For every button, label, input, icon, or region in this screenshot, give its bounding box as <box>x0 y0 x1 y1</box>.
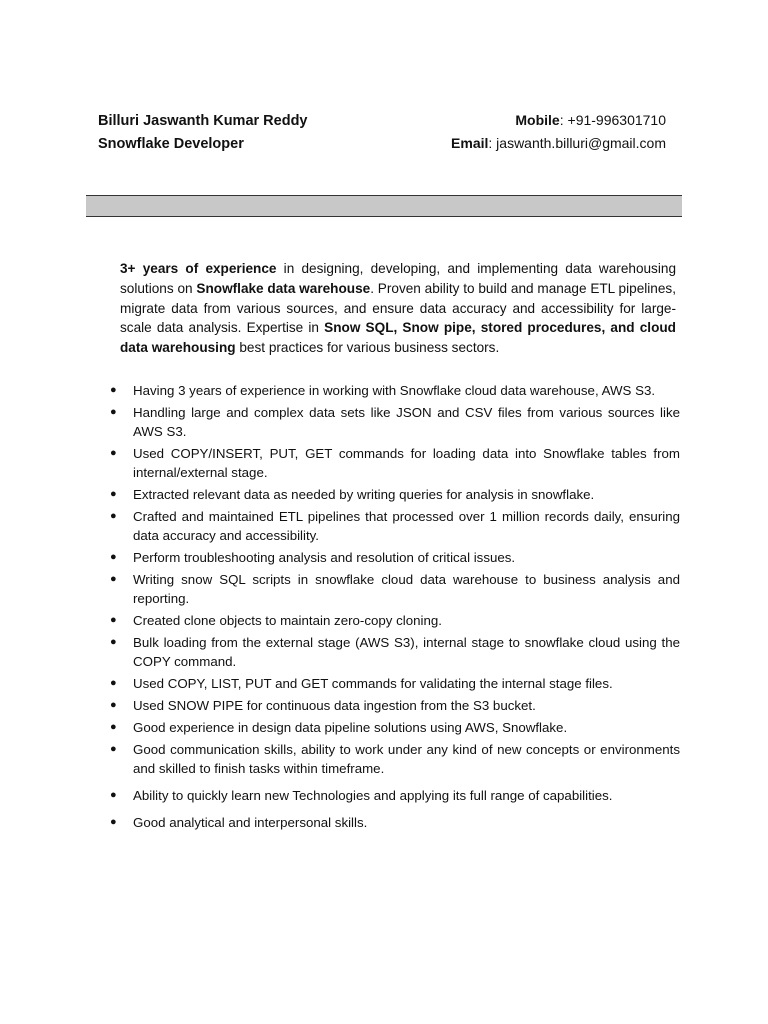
summary-experience-bold: 3+ years of experience <box>120 261 277 276</box>
bullet-icon: ● <box>110 406 117 418</box>
bullet-text: Used COPY, LIST, PUT and GET commands for validating the internal stage files. <box>133 676 613 691</box>
candidate-title: Snowflake Developer <box>98 136 244 152</box>
bullet-item <box>108 548 680 567</box>
summary-warehouse-bold: Snowflake data warehouse <box>196 280 371 296</box>
bullet-icon: ● <box>110 573 117 585</box>
bullet-text: Handling large and complex data sets like JSON and CSV files from various sources like AWS S3. <box>133 405 680 439</box>
bullet-icon: ● <box>110 789 117 801</box>
bullet-text: Used SNOW PIPE for continuous data ingestion from the S3 bucket. <box>133 698 536 713</box>
bullet-item <box>108 570 680 608</box>
bullet-item <box>108 633 680 671</box>
mobile-label: Mobile <box>515 112 560 128</box>
mobile-value: : +91-996301710 <box>559 112 666 128</box>
bullet-icon: ● <box>110 510 117 522</box>
bullet-item <box>108 381 680 400</box>
bullet-text: Good analytical and interpersonal skills. <box>133 815 368 830</box>
bullet-item <box>108 718 680 737</box>
bullet-text: Used COPY/INSERT, PUT, GET commands for loading data into Snowflake tables from internal/external stage. <box>133 446 680 480</box>
bullet-text: Good communication skills, ability to work under any kind of new concepts or environments and skilled to finish tasks within timeframe. <box>133 742 680 776</box>
bullet-icon: ● <box>110 721 117 733</box>
bullet-item <box>108 674 680 693</box>
header-row-2 <box>98 132 666 155</box>
bullet-icon: ● <box>110 699 117 711</box>
bullet-item <box>108 786 680 805</box>
bullet-item <box>108 696 680 715</box>
bullet-icon: ● <box>110 743 117 755</box>
summary-text-1: in designing, developing, and implementing data warehousing solutions on <box>120 261 676 296</box>
bullet-item <box>108 403 680 441</box>
summary-text-3: best practices for various business sectors. <box>235 340 500 356</box>
bullet-item <box>108 611 680 630</box>
bullet-icon: ● <box>110 636 117 648</box>
bullet-icon: ● <box>110 677 117 689</box>
resume-header <box>98 109 666 155</box>
bullet-item <box>108 485 680 504</box>
bullet-item <box>108 507 680 545</box>
bullet-text: Good experience in design data pipeline solutions using AWS, Snowflake. <box>133 720 568 735</box>
bullet-icon: ● <box>110 488 117 500</box>
candidate-name: Billuri Jaswanth Kumar Reddy <box>98 113 308 129</box>
section-divider-bar <box>86 195 682 217</box>
bullet-icon: ● <box>110 551 117 563</box>
bullet-icon: ● <box>110 447 117 459</box>
experience-bullet-list <box>108 381 680 835</box>
bullet-item <box>108 444 680 482</box>
email-label: Email <box>451 135 489 151</box>
email-line <box>451 132 666 155</box>
bullet-text: Perform troubleshooting analysis and resolution of critical issues. <box>133 550 516 565</box>
mobile-line <box>515 109 666 132</box>
bullet-icon: ● <box>110 816 117 828</box>
bullet-text: Having 3 years of experience in working with Snowflake cloud data warehouse, AWS S3. <box>133 383 656 398</box>
email-value: : jaswanth.billuri@gmail.com <box>488 135 666 151</box>
bullet-icon: ● <box>110 384 117 396</box>
summary-paragraph <box>120 259 676 358</box>
bullet-item <box>108 813 680 832</box>
bullet-text: Ability to quickly learn new Technologies and applying its full range of capabilities. <box>133 788 613 803</box>
summary-text-2: . Proven ability to build and manage ETL pipelines, migrate data from various sources, and ensure data accuracy and accessibility for large-scale data analysis. Expertise in <box>120 280 676 336</box>
summary-expertise-bold: Snow SQL, Snow pipe, stored procedures, and cloud data warehousing <box>120 320 676 356</box>
bullet-icon: ● <box>110 614 117 626</box>
bullet-text: Bulk loading from the external stage (AWS S3), internal stage to snowflake cloud using the COPY command. <box>133 635 680 669</box>
bullet-text: Writing snow SQL scripts in snowflake cloud data warehouse to business analysis and reporting. <box>133 572 680 606</box>
bullet-text: Created clone objects to maintain zero-copy cloning. <box>133 613 442 628</box>
bullet-text: Crafted and maintained ETL pipelines that processed over 1 million records daily, ensuring data accuracy and accessibility. <box>133 509 680 543</box>
bullet-item <box>108 740 680 778</box>
bullet-text: Extracted relevant data as needed by writing queries for analysis in snowflake. <box>133 487 595 502</box>
header-row-1 <box>98 109 666 132</box>
